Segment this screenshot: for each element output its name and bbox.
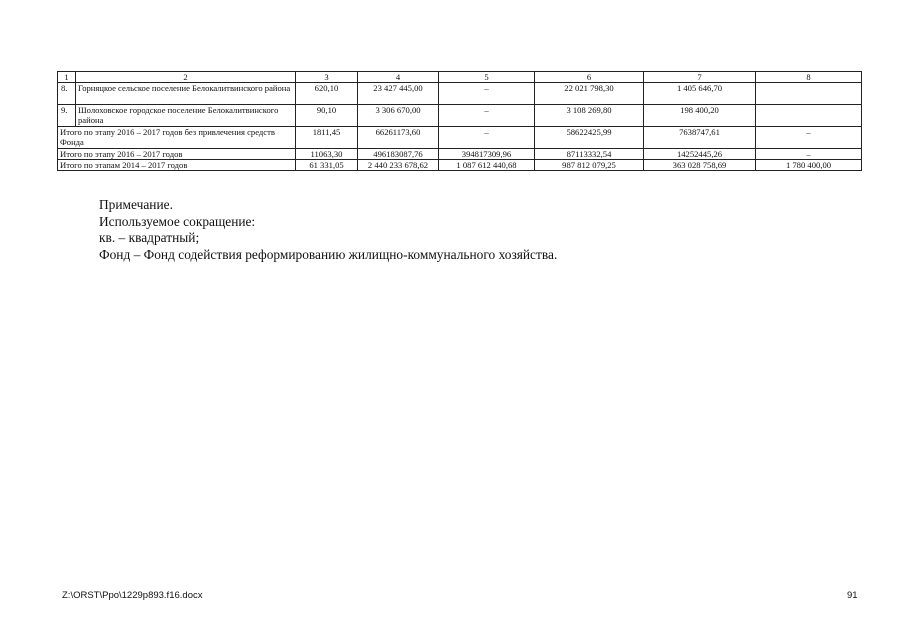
header-cell: 5 (439, 72, 535, 83)
cell: – (756, 127, 862, 149)
cell: 66261173,60 (358, 127, 439, 149)
cell: 496183087,76 (358, 149, 439, 160)
table-row (58, 105, 862, 127)
cell: 7638747,61 (644, 127, 756, 149)
header-cell: 1 (58, 72, 76, 83)
table-row (58, 83, 862, 105)
cell: 1 087 612 440,68 (439, 160, 535, 171)
header-cell: 4 (358, 72, 439, 83)
header-cell: 7 (644, 72, 756, 83)
total-row (58, 149, 862, 160)
cell: 394817309,96 (439, 149, 535, 160)
total-label: Итого по этапам 2014 – 2017 годов (58, 160, 296, 171)
abbreviation-item: кв. – квадратный; (99, 230, 200, 245)
cell: 61 331,05 (296, 160, 358, 171)
cell: 198 400,20 (644, 105, 756, 127)
footer-file-path: Z:\ORST\Ppo\1229p893.f16.docx (62, 590, 203, 601)
cell: 363 028 758,69 (644, 160, 756, 171)
header-cell: 3 (296, 72, 358, 83)
cell (756, 83, 862, 105)
cell: 1 405 646,70 (644, 83, 756, 105)
row-number: 9. (58, 105, 76, 127)
cell (756, 105, 862, 127)
cell: – (439, 127, 535, 149)
settlement-name: Шолоховское городское поселение Белокалитвинского района (76, 105, 296, 127)
data-table (57, 71, 862, 171)
table-header-row (58, 72, 862, 83)
cell: 1 780 400,00 (756, 160, 862, 171)
cell: – (439, 83, 535, 105)
cell: 87113332,54 (535, 149, 644, 160)
cell: 14252445,26 (644, 149, 756, 160)
abbreviation-item: Фонд – Фонд содействия реформированию жилищно-коммунального хозяйства. (99, 246, 558, 262)
cell: 1811,45 (296, 127, 358, 149)
cell: 3 108 269,80 (535, 105, 644, 127)
cell: 11063,30 (296, 149, 358, 160)
header-cell: 2 (76, 72, 296, 83)
total-label: Итого по этапу 2016 – 2017 годов (58, 149, 296, 160)
header-cell: 8 (756, 72, 862, 83)
total-row (58, 127, 862, 149)
cell: – (756, 149, 862, 160)
notes-title: Примечание. (99, 197, 173, 212)
cell: 620,10 (296, 83, 358, 105)
cell: 23 427 445,00 (358, 83, 439, 105)
cell: – (439, 105, 535, 127)
cell: 2 440 233 678,62 (358, 160, 439, 171)
grand-total-row (58, 160, 862, 171)
page-number: 91 (847, 590, 858, 601)
row-number: 8. (58, 83, 76, 105)
total-label: Итого по этапу 2016 – 2017 годов без привлечения средств Фонда (58, 127, 296, 149)
cell: 58622425,99 (535, 127, 644, 149)
abbreviations-heading: Используемое сокращение: (99, 213, 256, 229)
settlement-name: Горняцкое сельское поселение Белокалитвинского района (76, 83, 296, 105)
cell: 3 306 670,00 (358, 105, 439, 127)
cell: 987 812 079,25 (535, 160, 644, 171)
notes-block (99, 197, 557, 263)
header-cell: 6 (535, 72, 644, 83)
cell: 22 021 798,30 (535, 83, 644, 105)
cell: 90,10 (296, 105, 358, 127)
